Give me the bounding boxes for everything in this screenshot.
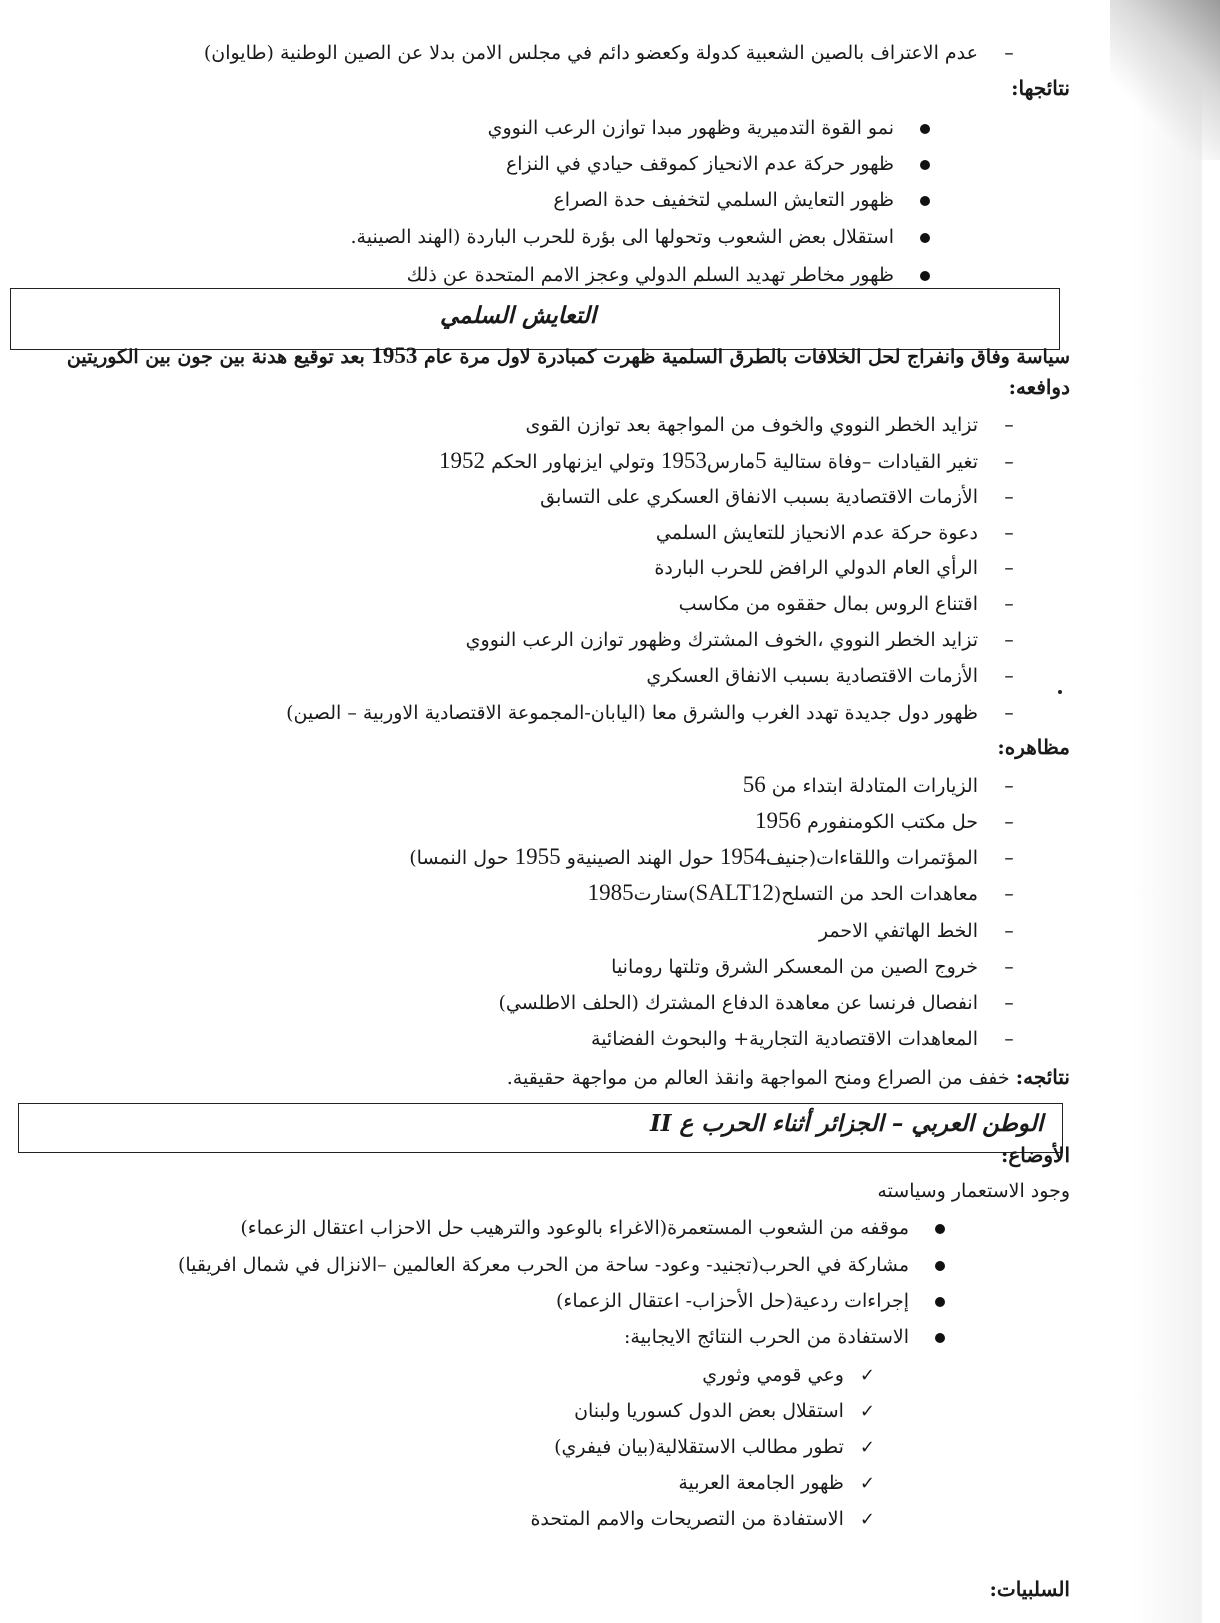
list-item: ظهور التعايش السلمي لتخفيف حدة الصراع — [553, 187, 930, 213]
conditions-heading: الأوضاع: — [1000, 1143, 1070, 1167]
coexistence-results: نتائجه: خفف من الصراع ومنح المواجهة وانقذ العالم من مواجهة حقيقية. — [506, 1065, 1070, 1089]
list-item: ظهور حركة عدم الانحياز كموقف حيادي في النزاع — [506, 151, 930, 177]
list-item: –دعوة حركة عدم الانحياز للتعايش السلمي — [656, 520, 1020, 546]
definition-line: سياسة وفاق وانفراج لحل الخلافات بالطرق السلمية ظهرت كمبادرة لاول مرة عام 1953 بعد توقيع هدنة بين جون بين الكوريتين — [66, 343, 1070, 368]
colonialism-line: وجود الاستعمار وسياسته — [877, 1180, 1070, 1202]
dash-marker-icon: – — [1004, 992, 1014, 1014]
list-item: –الزيارات المتادلة ابتداء من 56 — [743, 772, 1020, 799]
list-item: الاستفادة من الحرب النتائج الايجابية: — [624, 1324, 945, 1350]
list-item: ✓تطور مطالب الاستقلالية(بيان فيفري) — [554, 1434, 875, 1461]
dash-marker-icon: – — [1004, 956, 1014, 978]
negatives-heading: السلبيات: — [989, 1577, 1070, 1601]
page-corner-shadow — [1110, 0, 1220, 160]
list-item: –انفصال فرنسا عن معاهدة الدفاع المشترك (الحلف الاطلسي) — [498, 990, 1020, 1016]
list-item: –المعاهدات الاقتصادية التجارية+ والبحوث الفضائية — [591, 1026, 1020, 1052]
dash-marker-icon: – — [1004, 883, 1014, 905]
list-item: مشاركة في الحرب(تجنيد- وعود- ساحة من الحرب معركة العالمين –الانزال في شمال افريقيا) — [178, 1252, 945, 1278]
list-item: ظهور مخاطر تهديد السلم الدولي وعجز الامم المتحدة عن ذلك — [407, 262, 930, 288]
checkmark-icon: ✓ — [859, 1437, 875, 1458]
bullet-icon — [935, 1297, 945, 1307]
checkmark-icon: ✓ — [859, 1509, 875, 1530]
list-item: –تغير القيادات –وفاة ستالية 5مارس1953 وتولي ايزنهاور الحكم 1952 — [439, 448, 1020, 475]
list-item: استقلال بعض الشعوب وتحولها الى بؤرة للحرب الباردة (الهند الصينية. — [351, 224, 931, 250]
dash-marker-icon: – — [1004, 42, 1014, 64]
dash-marker-icon: – — [1004, 1028, 1014, 1050]
list-item: ✓الاستفادة من التصريحات والامم المتحدة — [530, 1506, 875, 1533]
dash-marker-icon: – — [1004, 920, 1014, 942]
checkmark-icon: ✓ — [859, 1473, 875, 1494]
dash-marker-icon: – — [1004, 414, 1014, 436]
dash-marker-icon: – — [1004, 557, 1014, 579]
list-item: –المؤتمرات واللقاءات(جنيف1954 حول الهند الصينيةو 1955 حول النمسا) — [409, 844, 1020, 871]
results-heading: نتائجها: — [1011, 76, 1070, 100]
list-item: –تزايد الخطر النووي والخوف من المواجهة بعد توازن القوى — [526, 412, 1021, 438]
list-item: إجراءات ردعية(حل الأحزاب- اعتقال الزعماء) — [556, 1288, 945, 1314]
list-item: –تزايد الخطر النووي ،الخوف المشترك وظهور توازن الرعب النووي — [466, 627, 1020, 653]
dash-marker-icon: – — [1004, 593, 1014, 615]
bullet-icon — [920, 196, 930, 206]
list-item: –اقتناع الروس بمال حققوه من مكاسب — [679, 591, 1020, 617]
list-item: –حل مكتب الكومنفورم 1956 — [755, 808, 1020, 835]
list-item: نمو القوة التدميرية وظهور مبدا توازن الرعب النووي — [488, 115, 930, 141]
list-item: موقفه من الشعوب المستعمرة(الاغراء بالوعود والترهيب حل الاحزاب اعتقال الزعماء) — [240, 1215, 945, 1241]
list-item: –ظهور دول جديدة تهدد الغرب والشرق معا (اليابان-المجموعة الاقتصادية الاوربية – الصين) — [286, 700, 1020, 726]
dash-marker-icon: – — [1004, 847, 1014, 869]
section-title: الوطن العربي – الجزائر أثناء الحرب ع II — [650, 1110, 1044, 1137]
dash-marker-icon: – — [1004, 451, 1014, 473]
bullet-icon — [920, 160, 930, 170]
list-item: –الأزمات الاقتصادية بسبب الانفاق العسكري — [646, 663, 1020, 689]
bullet-icon — [920, 233, 930, 243]
dash-marker-icon: – — [1004, 811, 1014, 833]
list-item: –معاهدات الحد من التسلح(SALT12)ستارت1985 — [588, 880, 1020, 907]
list-item: –خروج الصين من المعسكر الشرق وتلتها رومانيا — [611, 954, 1020, 980]
list-item: –عدم الاعتراف بالصين الشعبية كدولة وكعضو دائم في مجلس الامن بدلا عن الصين الوطنية (طايوان) — [204, 40, 1020, 66]
bullet-icon — [935, 1224, 945, 1234]
motives-heading: دوافعه: — [1008, 375, 1070, 399]
aspects-heading: مظاهره: — [997, 735, 1070, 759]
checkmark-icon: ✓ — [859, 1365, 875, 1386]
section-title: التعايش السلمي — [440, 302, 597, 329]
list-item: ✓ظهور الجامعة العربية — [678, 1470, 875, 1497]
dash-marker-icon: – — [1004, 629, 1014, 651]
dash-marker-icon: – — [1004, 775, 1014, 797]
list-item: –الخط الهاتفي الاحمر — [819, 918, 1020, 944]
dash-marker-icon: – — [1004, 522, 1014, 544]
dash-marker-icon: – — [1004, 486, 1014, 508]
list-item: –الرأي العام الدولي الرافض للحرب الباردة — [654, 555, 1020, 581]
dash-marker-icon: – — [1004, 702, 1014, 724]
scan-speck — [1058, 690, 1062, 694]
page-edge-shadow — [1132, 0, 1202, 1623]
checkmark-icon: ✓ — [859, 1401, 875, 1422]
list-item: –الأزمات الاقتصادية بسبب الانفاق العسكري على التسابق — [540, 484, 1020, 510]
bullet-icon — [920, 124, 930, 134]
list-item: ✓وعي قومي وثوري — [702, 1362, 875, 1389]
dash-marker-icon: – — [1004, 665, 1014, 687]
bullet-icon — [920, 271, 930, 281]
bullet-icon — [935, 1333, 945, 1343]
list-item: ✓استقلال بعض الدول كسوريا ولبنان — [574, 1398, 875, 1425]
bullet-icon — [935, 1261, 945, 1271]
